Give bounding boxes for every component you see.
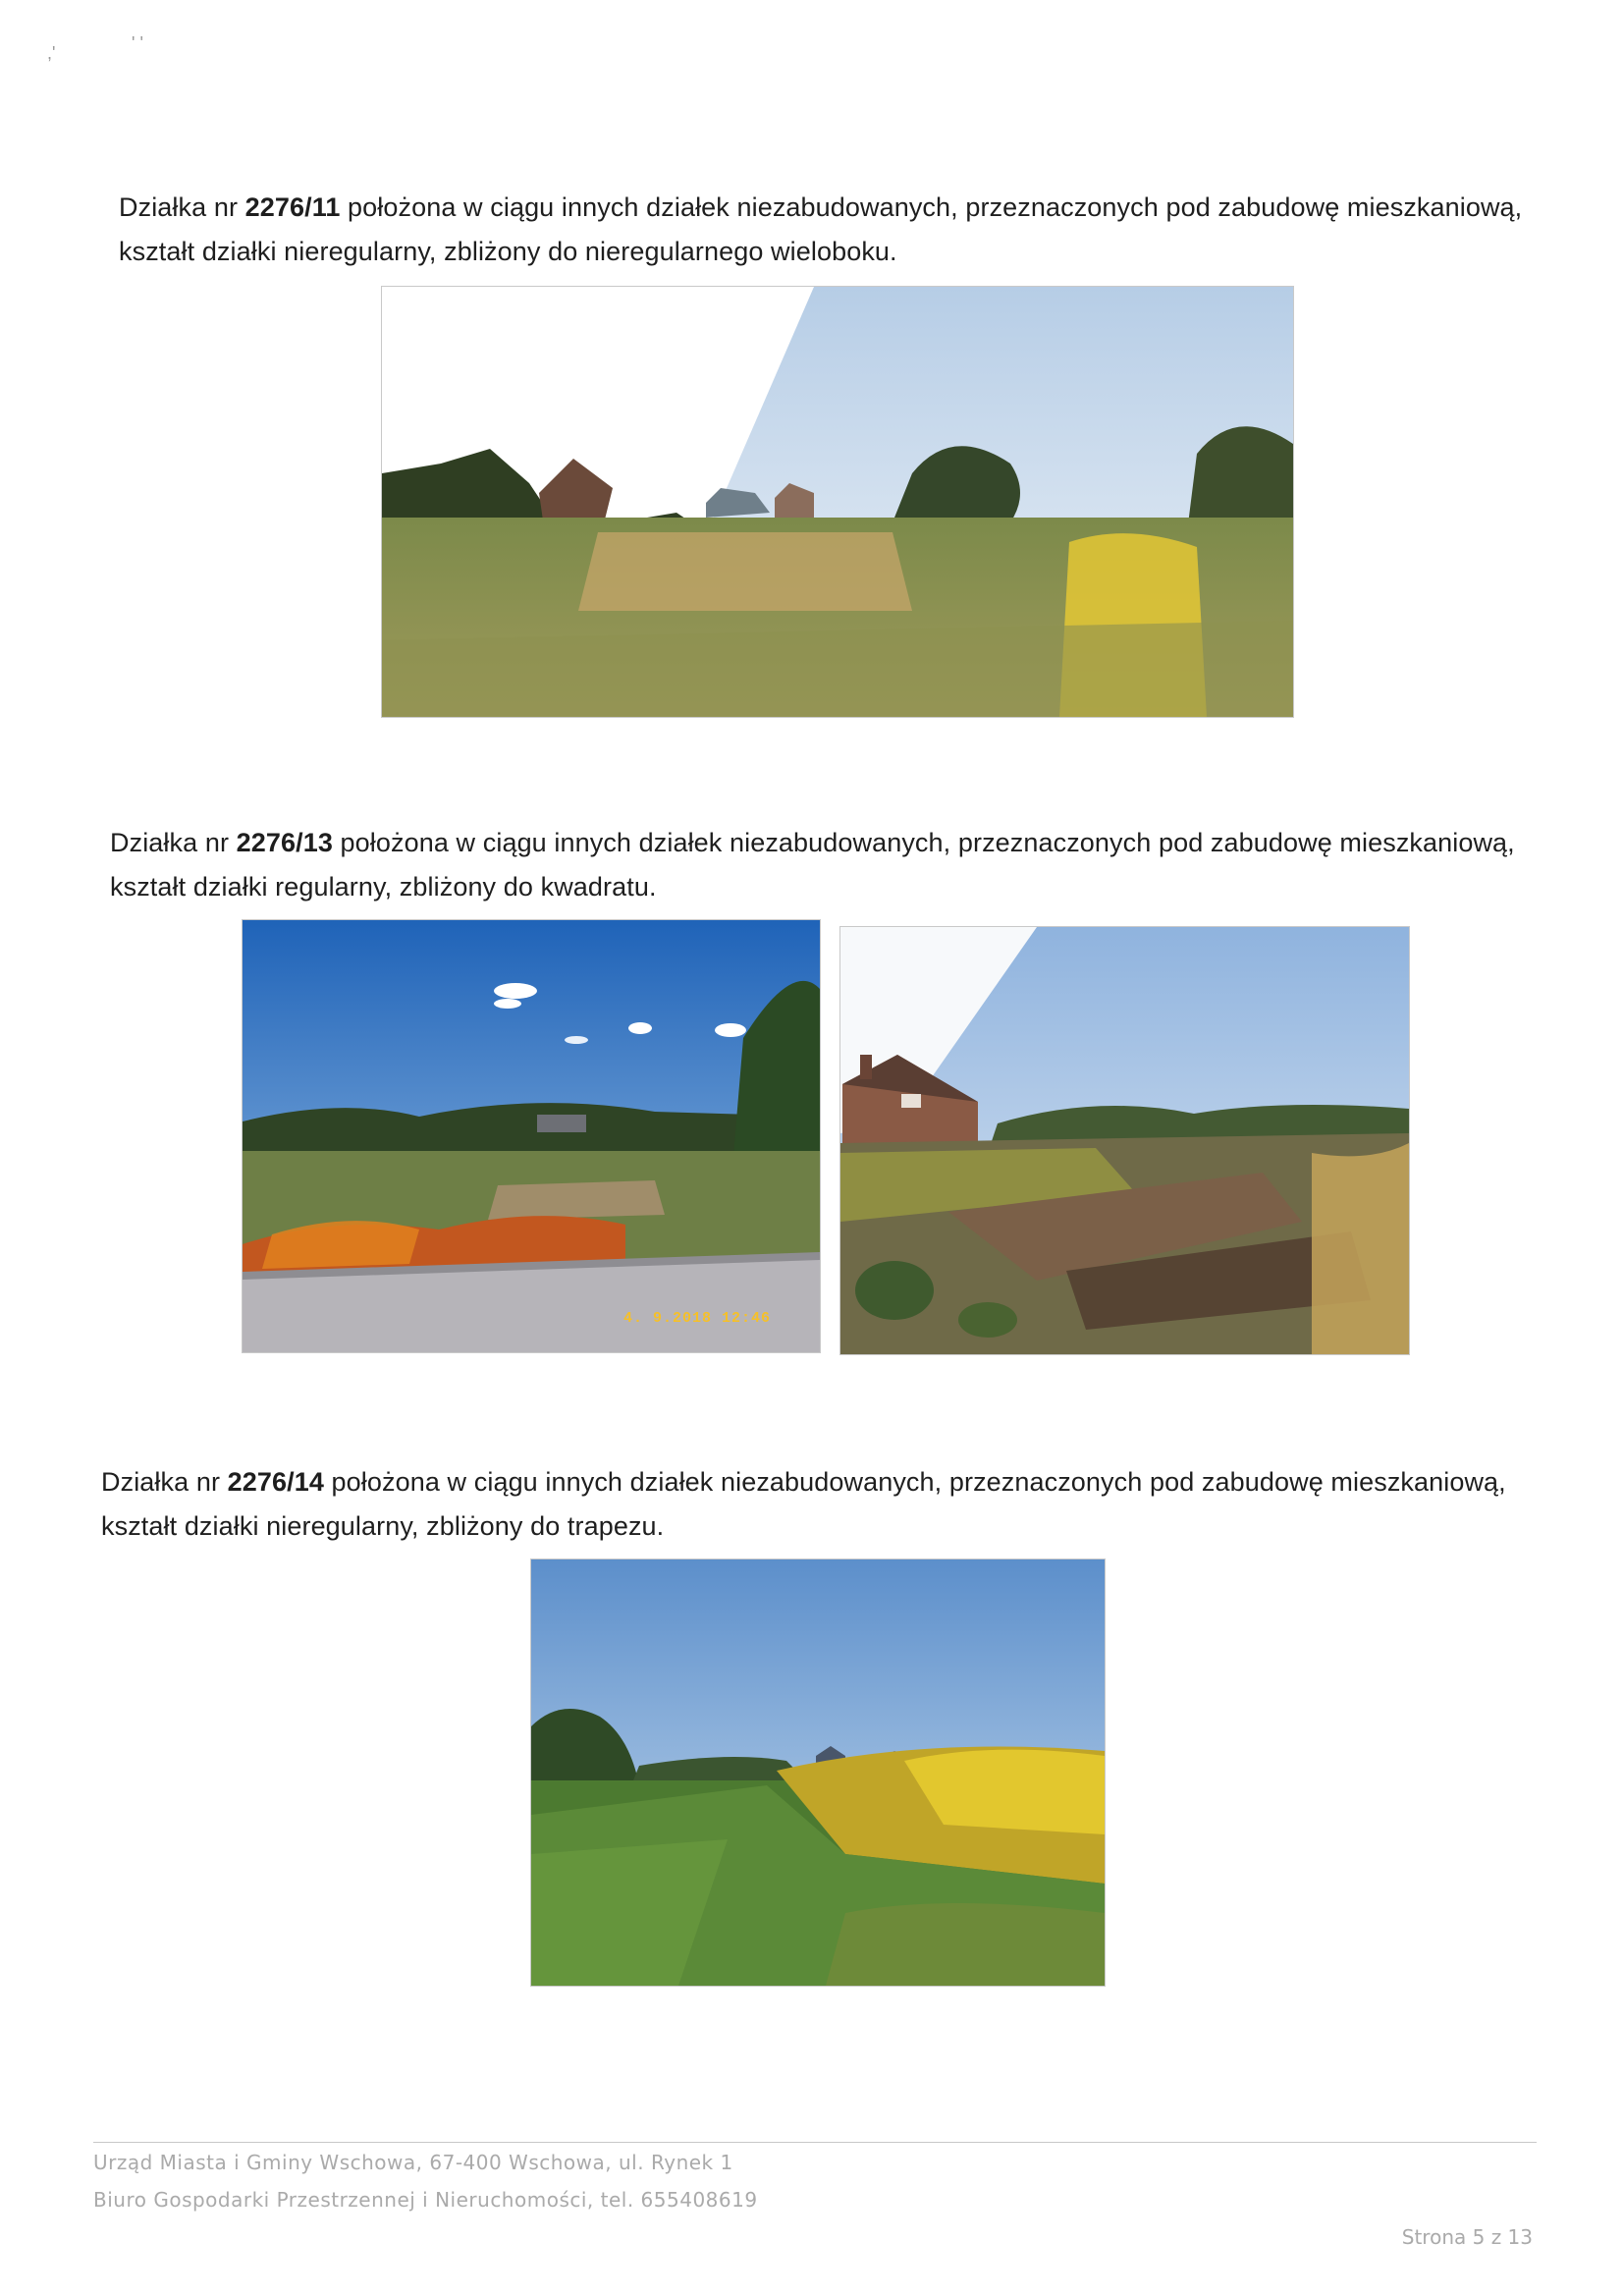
- photo-parcel-2276-11: [382, 287, 1293, 717]
- footer-divider: [93, 2142, 1537, 2143]
- scan-mark: ' ': [132, 33, 143, 53]
- footer-department-contact: Biuro Gospodarki Przestrzennej i Nieruchomości, tel. 655408619: [93, 2188, 758, 2212]
- description-line-1: Działka nr 2276/11 położona w ciągu innych działek niezabudowanych, przeznaczonych pod zabudowę mieszkaniową,: [119, 192, 1523, 222]
- parcel-description-2276-13: [110, 821, 1515, 909]
- page-number: Strona 5 z 13: [1401, 2225, 1533, 2249]
- description-line-1: Działka nr 2276/13 położona w ciągu innych działek niezabudowanych, przeznaczonych pod zabudowę mieszkaniową,: [110, 828, 1515, 857]
- description-line-2: kształt działki nieregularny, zbliżony do trapezu.: [101, 1511, 665, 1541]
- parcel-number: 2276/13: [236, 828, 333, 857]
- parcel-description-2276-11: [119, 186, 1522, 274]
- photo-parcel-2276-13-street-view: [243, 920, 820, 1352]
- photo-parcel-2276-13-garden-view: [840, 927, 1409, 1354]
- photo-parcel-2276-14: [531, 1559, 1105, 1986]
- parcel-description-2276-14: [101, 1460, 1506, 1549]
- parcel-number: 2276/14: [227, 1467, 324, 1497]
- description-line-2: kształt działki nieregularny, zbliżony do nieregularnego wieloboku.: [119, 237, 897, 266]
- description-line-2: kształt działki regularny, zbliżony do kwadratu.: [110, 872, 657, 902]
- parcel-number: 2276/11: [244, 192, 341, 222]
- footer-office-address: Urząd Miasta i Gminy Wschowa, 67-400 Wschowa, ul. Rynek 1: [93, 2151, 733, 2174]
- photo-date-stamp: 4. 9.2018 12:46: [622, 1310, 771, 1327]
- scan-mark: ,': [47, 43, 56, 63]
- description-line-1: Działka nr 2276/14 położona w ciągu innych działek niezabudowanych, przeznaczonych pod zabudowę mieszkaniową,: [101, 1467, 1506, 1497]
